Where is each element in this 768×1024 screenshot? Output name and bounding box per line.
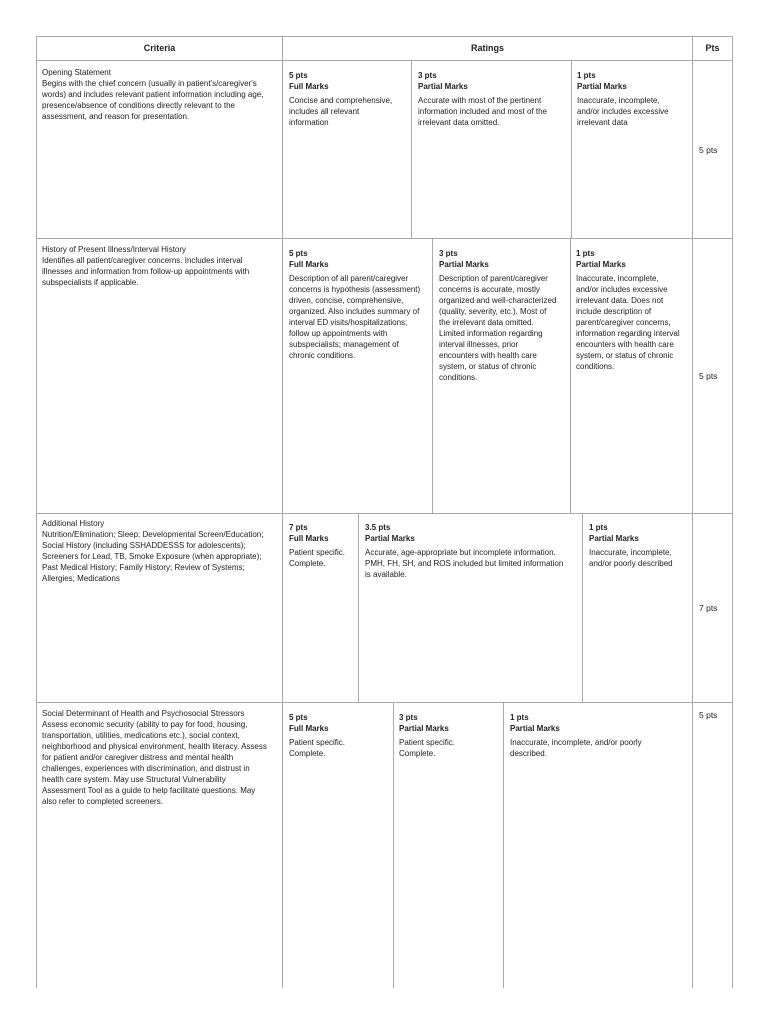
- rating-level: Partial Marks: [589, 534, 639, 543]
- rating-description: Inaccurate, incomplete, and/or poorly described.: [510, 738, 642, 758]
- header-criteria: Criteria: [143, 43, 176, 53]
- rating-cell: [289, 712, 392, 759]
- rating-cell: [418, 70, 570, 128]
- criterion-score: 5 pts: [699, 710, 718, 720]
- rating-description: Accurate, age-appropriate but incomplete information. PMH, FH, SH, and ROS included but limited information is available.: [365, 548, 564, 579]
- rating-cell: [365, 522, 581, 580]
- rating-cell: [289, 70, 409, 128]
- criterion-description: Begins with the chief concern (usually in patient's/caregiver's words) and includes relevant patient information including age, presence/absence of conditions directly relevant to the assessment, and reason for presentation.: [42, 79, 264, 121]
- rating-divider-r1-b: [571, 61, 572, 238]
- rating-description: Inaccurate, incomplete, and/or poorly described: [589, 548, 673, 568]
- rating-cell: [289, 248, 431, 361]
- rating-points: 5 pts: [289, 249, 308, 258]
- rating-cell: [589, 522, 690, 569]
- criterion-additional-history: [42, 518, 280, 584]
- row-divider-2: [36, 513, 733, 514]
- rating-divider-r4-a: [393, 703, 394, 988]
- rating-points: 1 pts: [576, 249, 595, 258]
- rating-level: Partial Marks: [439, 260, 489, 269]
- rating-level: Full Marks: [289, 82, 329, 91]
- rating-level: Partial Marks: [510, 724, 560, 733]
- rating-level: Partial Marks: [577, 82, 627, 91]
- rating-divider-r2-b: [570, 239, 571, 513]
- rating-cell: [576, 248, 690, 372]
- rating-cell: [399, 712, 502, 759]
- rating-cell: [289, 522, 357, 569]
- header-pts: Pts: [705, 43, 720, 53]
- rating-points: 3 pts: [439, 249, 458, 258]
- rating-level: Partial Marks: [399, 724, 449, 733]
- rating-description: Inaccurate, incomplete, and/or includes excessive irrelevant data. Does not include description of parent/caregiver concerns, information regarding interval encounters with health care system, or status of chronic conditions.: [576, 274, 680, 371]
- rating-description: Inaccurate, incomplete, and/or includes excessive irrelevant data: [577, 96, 669, 127]
- rating-level: Full Marks: [289, 260, 329, 269]
- criterion-score: 5 pts: [699, 145, 718, 155]
- rating-cell: [510, 712, 690, 759]
- criterion-description: Identifies all patient/caregiver concerns. Includes interval illnesses and information from follow-up appointments with subspecialists if applicable.: [42, 256, 250, 287]
- criterion-title: Additional History: [42, 519, 105, 528]
- header-ratings: Ratings: [470, 43, 504, 53]
- table-border-top: [36, 36, 733, 37]
- rating-description: Description of all parent/caregiver concerns is hypothesis (assessment) driven, concise, comprehensive, organized. Also includes summary of interval ED visits/hospitalizations; follow up appointments with subspecialists; management of chronic conditions.: [289, 274, 421, 360]
- rating-points: 7 pts: [289, 523, 308, 532]
- criteria-column-divider: [282, 36, 283, 988]
- criterion-history-present-illness: [42, 244, 280, 288]
- header-row-divider: [36, 60, 733, 61]
- criterion-title: History of Present Illness/Interval History: [42, 245, 187, 254]
- criterion-title: Social Determinant of Health and Psychosocial Stressors: [42, 709, 245, 718]
- rating-divider-r3-b: [582, 514, 583, 702]
- criterion-description: Assess economic security (ability to pay for food, housing, transportation, utilities, medications etc.), social context, neighborhood and physical environment, health literacy. Assess for patient and/or caregiver distress and mental health challenges, experiences with discrimination, and distrust in health care system. May use Structural Vulnerability Assessment Tool as a guide to help facilitate questions. May also refer to completed screeners.: [42, 720, 267, 806]
- rating-level: Partial Marks: [418, 82, 468, 91]
- rating-level: Partial Marks: [365, 534, 415, 543]
- row-divider-3: [36, 702, 733, 703]
- rating-divider-r2-a: [432, 239, 433, 513]
- criterion-score: 7 pts: [699, 603, 718, 613]
- criterion-opening-statement: [42, 67, 280, 122]
- rating-description: Patient specific. Complete.: [289, 548, 346, 568]
- criterion-social-determinants: [42, 708, 282, 807]
- criterion-description: Nutrition/Elimination; Sleep; Developmental Screen/Education; Social History (including SSHADDESSS for adolescents); Screeners for Lead, TB, Smoke Exposure (when appropriate); Past Medical History; Family History; Review of Systems; Allergies; Medications: [42, 530, 264, 583]
- rating-divider-r4-b: [503, 703, 504, 988]
- row-divider-1: [36, 238, 733, 239]
- rating-level: Full Marks: [289, 724, 329, 733]
- rating-points: 5 pts: [289, 713, 308, 722]
- pts-column-divider: [692, 36, 693, 988]
- rating-level: Partial Marks: [576, 260, 626, 269]
- rating-description: Concise and comprehensive, includes all relevant information: [289, 96, 393, 127]
- rating-divider-r3-a: [358, 514, 359, 702]
- table-border-left: [36, 36, 37, 988]
- rating-description: Accurate with most of the pertinent information included and most of the irrelevant data omitted.: [418, 96, 547, 127]
- rating-cell: [577, 70, 690, 128]
- criterion-title: Opening Statement: [42, 68, 111, 77]
- rating-level: Full Marks: [289, 534, 329, 543]
- rating-points: 3 pts: [399, 713, 418, 722]
- rating-description: Description of parent/caregiver concerns is accurate, mostly organized and well-characterized (quality, severity, etc.). Most of the irrelevant data omitted. Limited information regarding interval illnesses, prior encounters with health care system, or status of chronic conditions.: [439, 274, 557, 382]
- rating-points: 1 pts: [589, 523, 608, 532]
- rating-points: 1 pts: [577, 71, 596, 80]
- rating-points: 1 pts: [510, 713, 529, 722]
- table-border-right: [732, 36, 733, 988]
- criterion-score: 5 pts: [699, 371, 718, 381]
- rating-divider-r1-a: [411, 61, 412, 238]
- rating-points: 3.5 pts: [365, 523, 391, 532]
- rating-points: 3 pts: [418, 71, 437, 80]
- rating-description: Patient specific. Complete.: [399, 738, 456, 758]
- rating-cell: [439, 248, 569, 383]
- rating-description: Patient specific. Complete.: [289, 738, 346, 758]
- rating-points: 5 pts: [289, 71, 308, 80]
